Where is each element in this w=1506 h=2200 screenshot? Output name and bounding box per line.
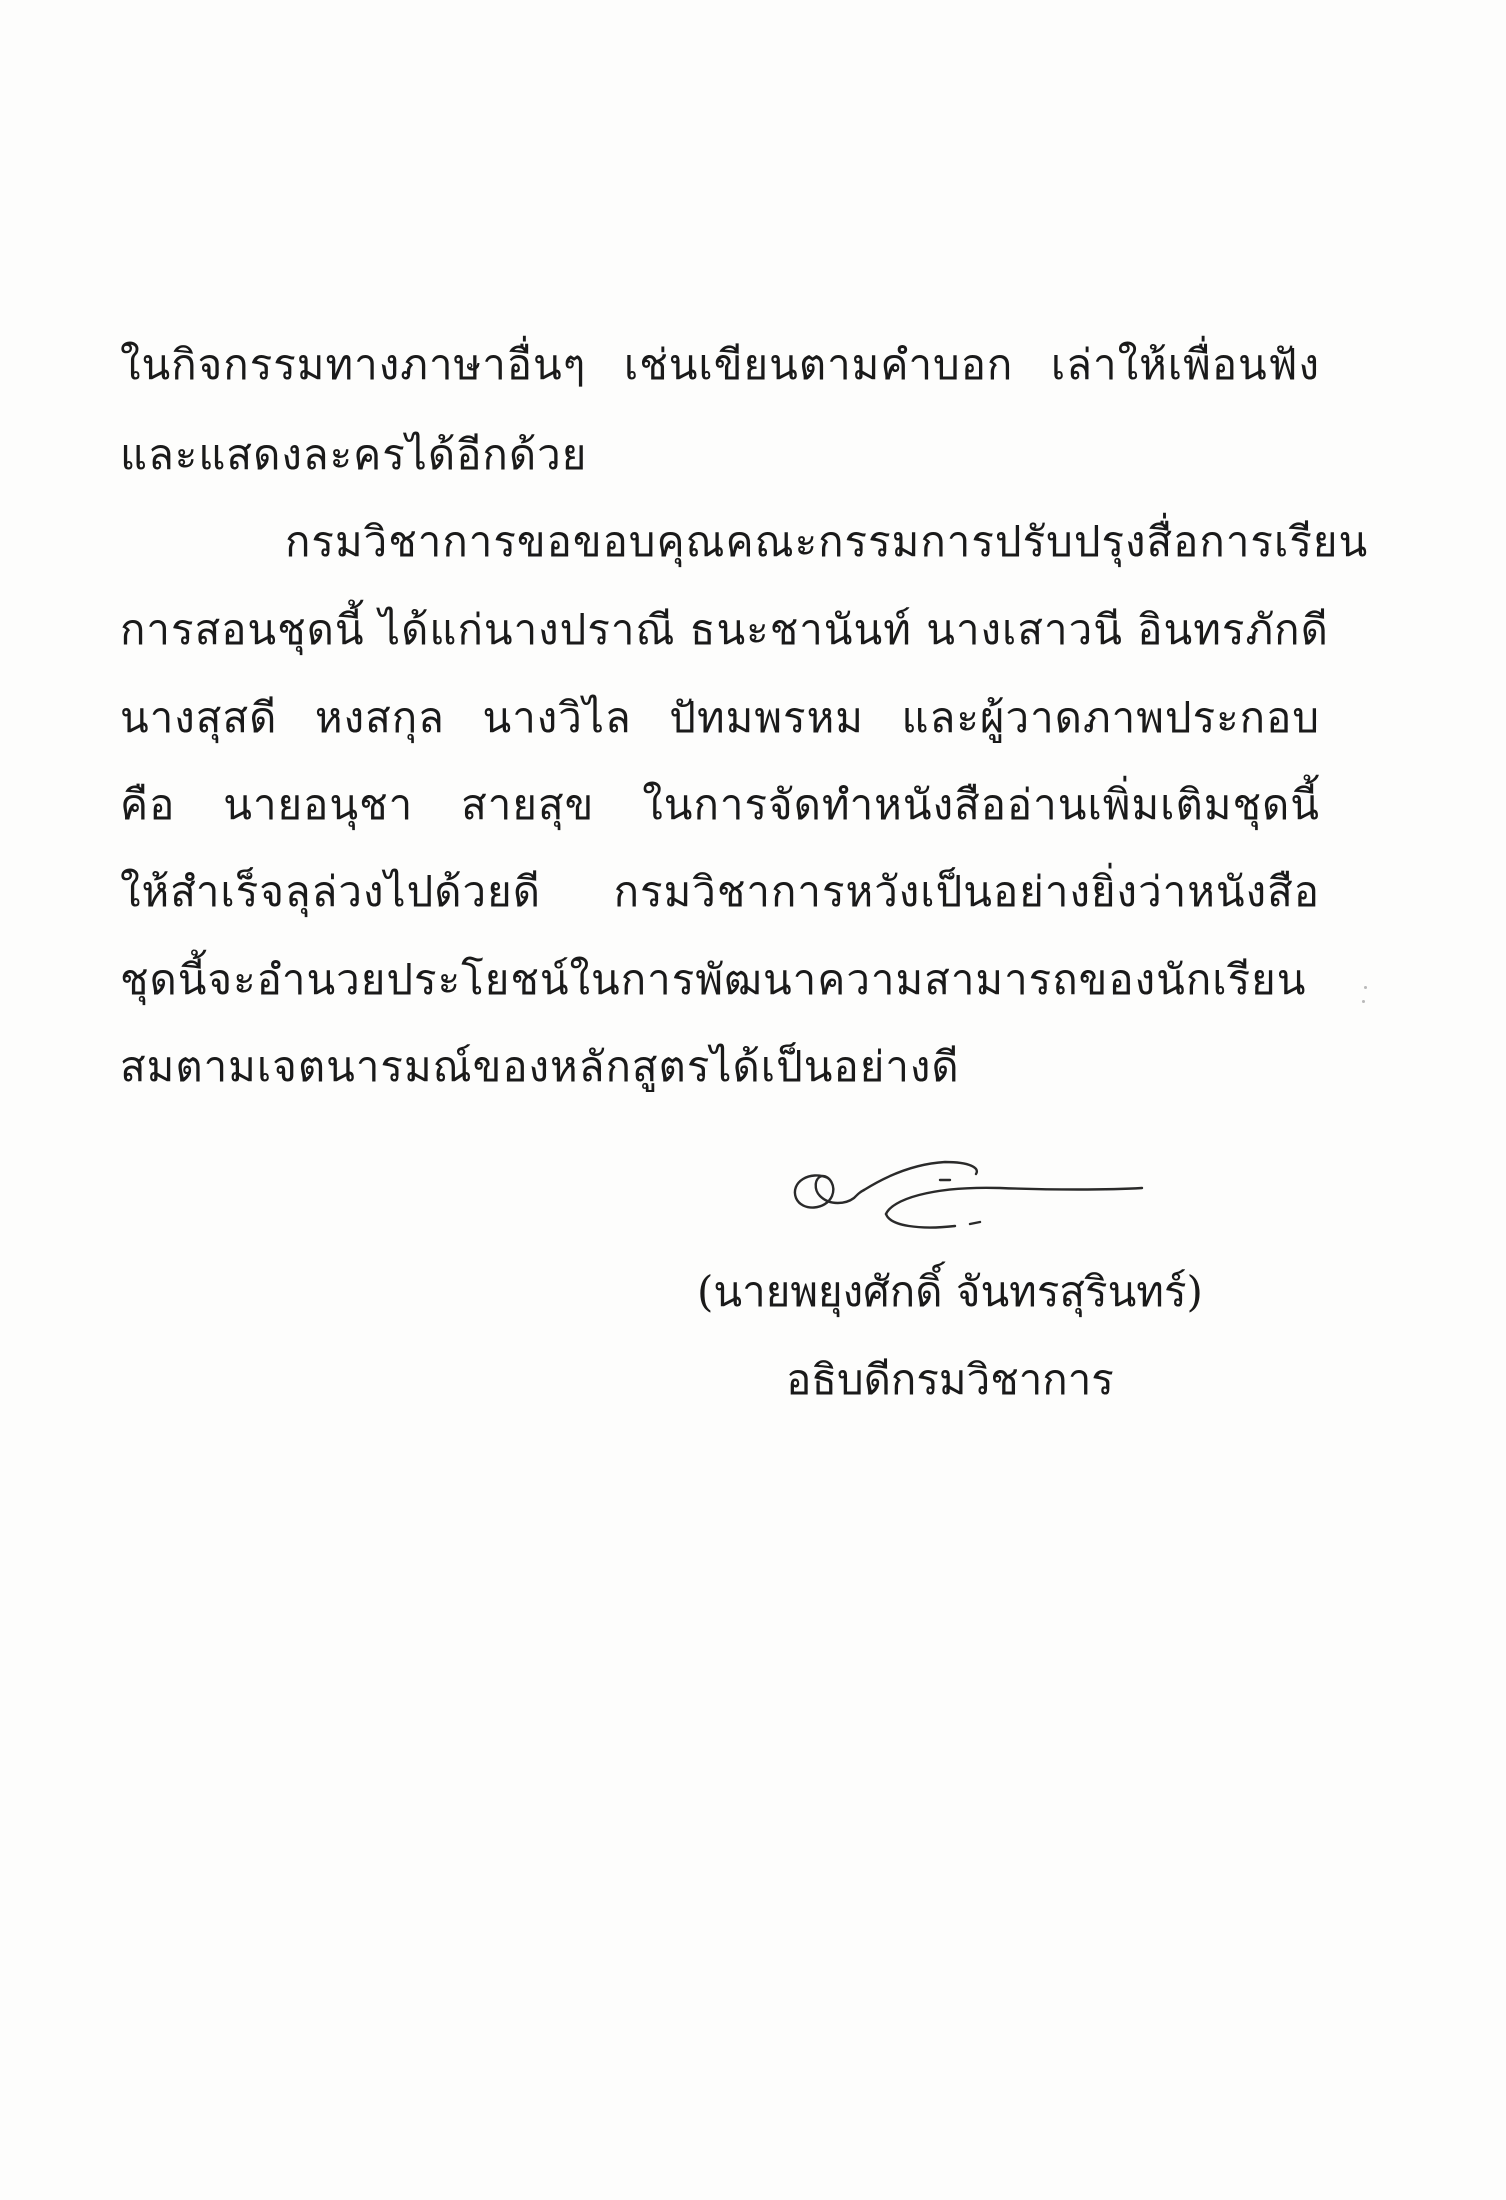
signatory-name: (นายพยุงศักดิ์ จันทรสุรินทร์) bbox=[697, 1267, 1203, 1316]
signatory-position: อธิบดีกรมวิชาการ bbox=[786, 1355, 1114, 1404]
paragraph-line-8: ชุดนี้จะอำนวยประโยชน์ในการพัฒนาความสามารถของนักเรียน bbox=[120, 955, 1307, 1004]
scan-speck bbox=[1364, 986, 1367, 989]
paragraph-line-9: สมตามเจตนารมณ์ของหลักสูตรได้เป็นอย่างดี bbox=[120, 1042, 960, 1091]
paragraph-line-6: คือ นายอนุชา สายสุข ในการจัดทำหนังสืออ่านเพิ่มเติมชุดนี้ bbox=[120, 780, 1320, 829]
paragraph-line-1: ในกิจกรรมทางภาษาอื่นๆ เช่นเขียนตามคำบอก เล่าให้เพื่อนฟัง bbox=[120, 340, 1320, 389]
paragraph-line-7: ให้สำเร็จลุล่วงไปด้วยดี กรมวิชาการหวังเป็นอย่างยิ่งว่าหนังสือ bbox=[120, 867, 1320, 916]
paragraph-line-5: นางสุสดี หงสกุล นางวิไล ปัทมพรหม และผู้วาดภาพประกอบ bbox=[120, 693, 1320, 742]
paragraph-line-2: และแสดงละครได้อีกด้วย bbox=[120, 430, 588, 479]
handwritten-signature bbox=[780, 1140, 1180, 1250]
scan-speck bbox=[1362, 1000, 1365, 1003]
paragraph-line-3: กรมวิชาการขอขอบคุณคณะกรรมการปรับปรุงสื่อการเรียน bbox=[285, 517, 1369, 566]
paragraph-line-4: การสอนชุดนี้ ได้แก่นางปราณี ธนะชานันท์ นางเสาวนี อินทรภักดี bbox=[120, 605, 1329, 654]
